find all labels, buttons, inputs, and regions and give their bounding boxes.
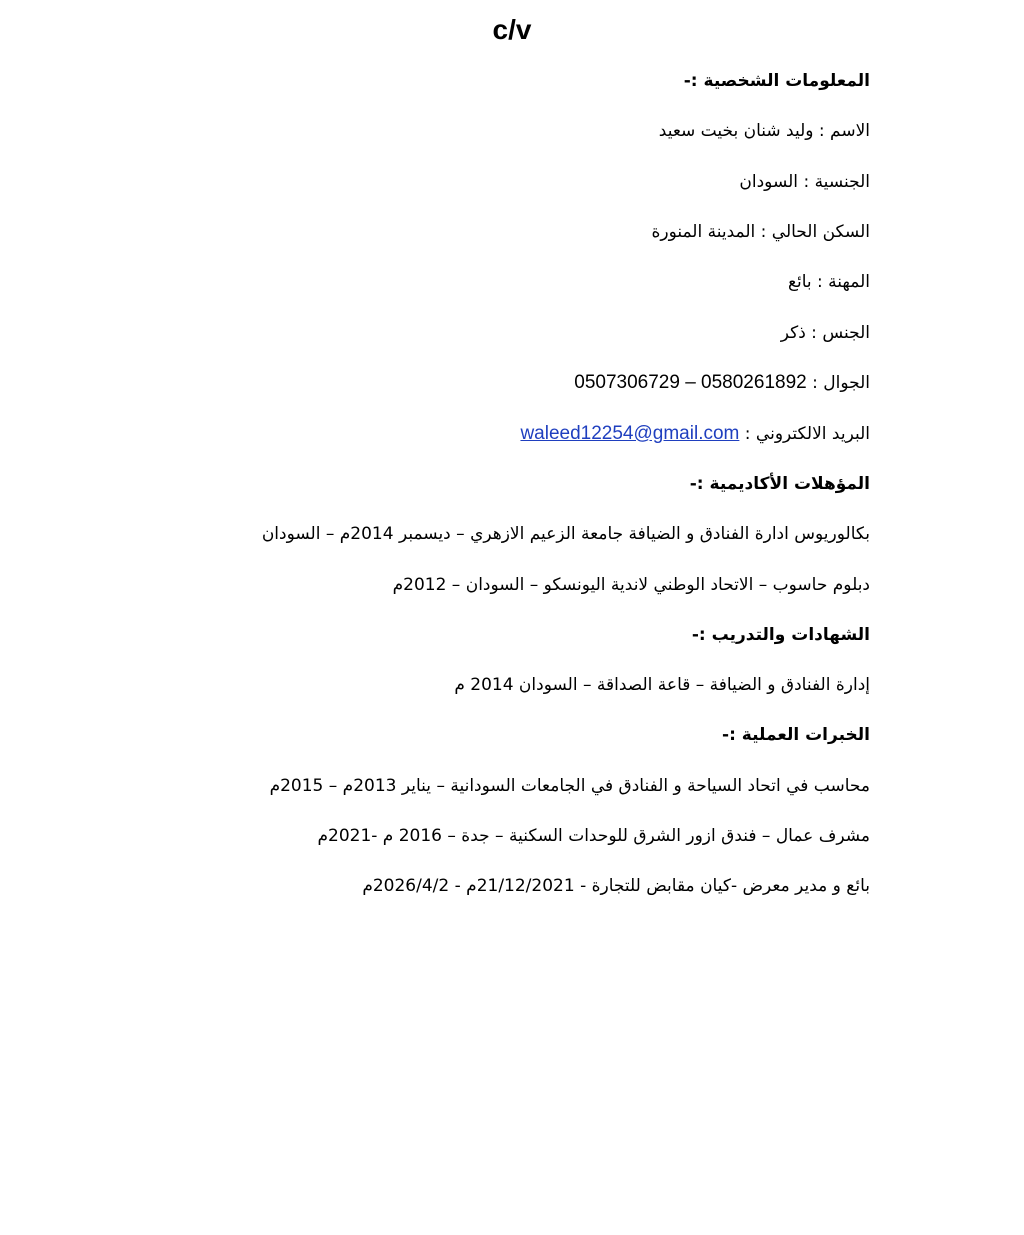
experience-item: محاسب في اتحاد السياحة و الفنادق في الجامعات السودانية – يناير 2013م – 2015م	[269, 776, 870, 796]
certificate-item: إدارة الفنادق و الضيافة – قاعة الصداقة – السودان 2014 م	[454, 675, 870, 695]
mobile-numbers: 0507306729 – 0580261892	[574, 372, 807, 393]
profession-line: المهنة : بائع	[787, 272, 870, 292]
academic-heading: المؤهلات الأكاديمية :-	[689, 474, 870, 494]
nationality-line: الجنسية : السودان	[739, 172, 870, 192]
mobile-line	[574, 370, 870, 396]
experience-heading: الخبرات العملية :-	[722, 725, 870, 745]
mobile-label: الجوال :	[812, 373, 870, 393]
personal-info-heading: المعلومات الشخصية :-	[683, 71, 870, 91]
name-line: الاسم : وليد شنان بخيت سعيد	[658, 121, 870, 141]
certificates-heading: الشهادات والتدريب :-	[691, 625, 870, 645]
experience-item: مشرف عمال – فندق ازور الشرق للوحدات السكنية – جدة – 2016 م -2021م	[317, 826, 870, 846]
experience-item: بائع و مدير معرض -كيان مقابض للتجارة - 21/12/2021م - 2026/4/2م	[362, 876, 870, 896]
email-label: البريد الالكتروني :	[744, 424, 870, 444]
residence-line: السكن الحالي : المدينة المنورة	[651, 222, 870, 242]
document-title: c/v	[492, 14, 532, 45]
email-line	[520, 421, 870, 447]
gender-line: الجنس : ذكر	[780, 323, 870, 343]
email-link[interactable]: waleed12254@gmail.com	[520, 423, 740, 444]
academic-item: دبلوم حاسوب – الاتحاد الوطني لاندية اليونسكو – السودان – 2012م	[392, 575, 870, 595]
academic-item: بكالوريوس ادارة الفنادق و الضيافة جامعة الزعيم الازهري – ديسمبر 2014م – السودان	[261, 524, 870, 544]
